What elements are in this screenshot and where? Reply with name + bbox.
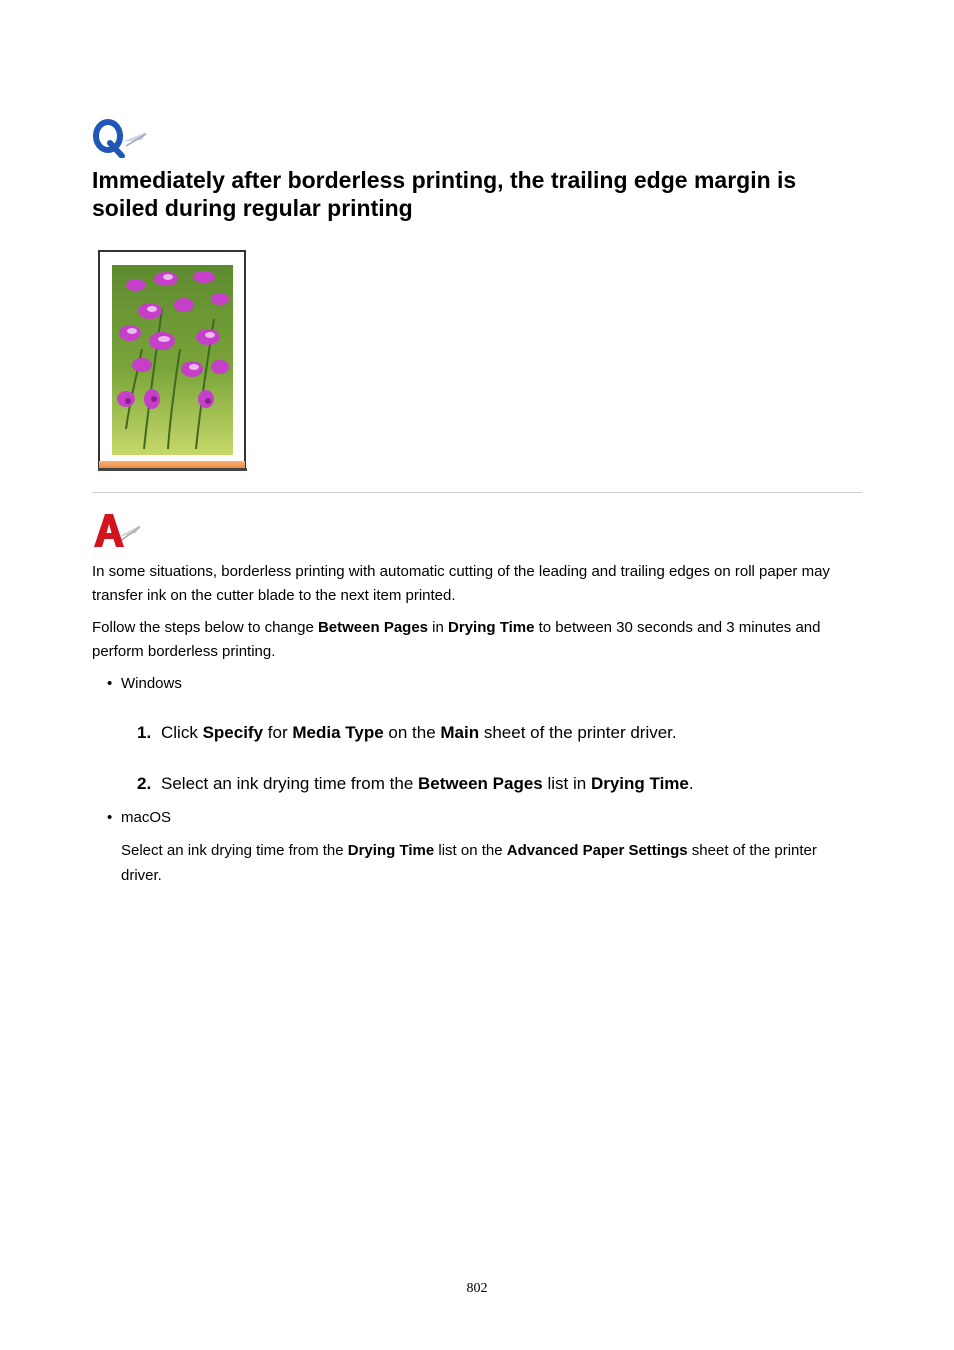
bullet-windows-label: Windows: [121, 675, 182, 692]
bullet-macos: [107, 806, 171, 830]
bullet-macos-label: macOS: [121, 809, 172, 826]
page-title: Immediately after borderless printing, the trailing edge margin is soiled during regular printing: [92, 167, 797, 221]
answer-paragraph-steps-intro: Follow the steps below to change Between Pages in Drying Time to between 30 seconds and 3 minutes and perform borderless printing.: [92, 619, 821, 660]
section-divider: [92, 492, 862, 493]
bullet-dot-icon: •: [107, 809, 113, 826]
answer-mark-a-icon: [92, 511, 142, 549]
question-mark-q-icon: [92, 118, 150, 158]
bullet-windows: [107, 672, 182, 696]
windows-step-1: 1. Click Specify for Media Type on the Main sheet of the printer driver.: [137, 723, 677, 742]
page-number: 802: [466, 1281, 488, 1296]
macos-instruction: Select an ink drying time from the Drying Time list on the Advanced Paper Settings sheet of the printer driver.: [121, 842, 817, 884]
windows-step-2: 2. Select an ink drying time from the Between Pages list in Drying Time.: [137, 774, 694, 793]
bullet-dot-icon: •: [107, 675, 113, 692]
answer-paragraph-cause: In some situations, borderless printing with automatic cutting of the leading and trailing edges on roll paper may transfer ink on the cutter blade to the next item printed.: [92, 563, 830, 604]
printed-sheet-illustration: [96, 249, 248, 473]
